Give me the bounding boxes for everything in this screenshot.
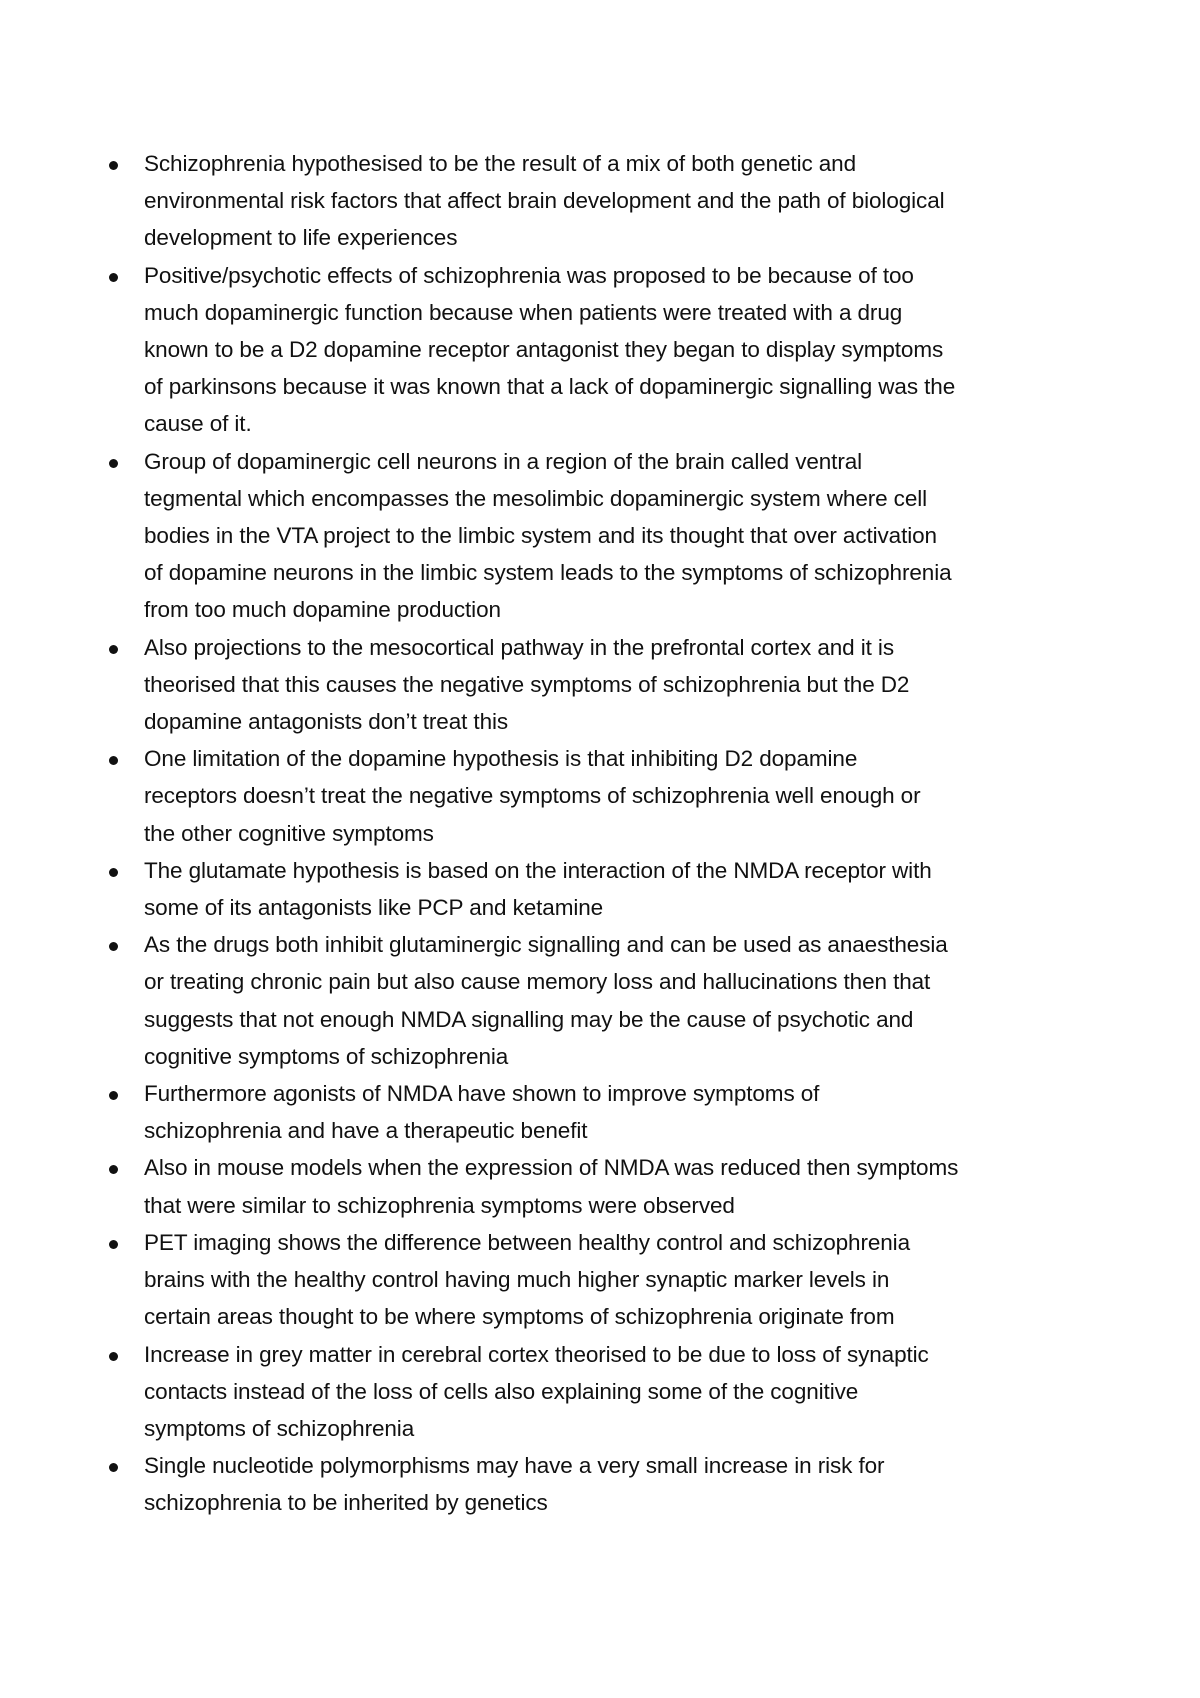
list-item-text: Positive/psychotic effects of schizophrenia was proposed to be because of too much dopaminergic function because when patients were treated with a drug known to be a D2 dopamine receptor antagonist they began to display symptoms of parkinsons because it was known that a lack of dopaminergic signalling was the cause of it. <box>144 262 956 437</box>
list-item <box>100 926 1100 1075</box>
list-item-text: One limitation of the dopamine hypothesis is that inhibiting D2 dopamine receptors doesn’t treat the negative symptoms of schizophrenia well enough or the other cognitive symptoms <box>144 746 921 846</box>
list-item <box>100 1075 1100 1149</box>
list-item-text: Schizophrenia hypothesised to be the result of a mix of both genetic and environmental risk factors that affect brain development and the path of biological development to life experiences <box>144 151 945 251</box>
list-item-text: The glutamate hypothesis is based on the interaction of the NMDA receptor with some of its antagonists like PCP and ketamine <box>144 857 932 921</box>
list-item-text: Single nucleotide polymorphisms may have a very small increase in risk for schizophrenia to be inherited by genetics <box>144 1453 885 1516</box>
list-item <box>100 1149 1100 1223</box>
bullet-icon <box>109 1352 118 1361</box>
bullet-icon <box>109 645 118 654</box>
bullet-icon <box>109 1165 118 1174</box>
list-item <box>100 443 1100 629</box>
list-item <box>100 1447 1100 1521</box>
bullet-icon <box>109 1463 118 1472</box>
list-item-text: Furthermore agonists of NMDA have shown to improve symptoms of schizophrenia and have a therapeutic benefit <box>144 1081 820 1144</box>
bullet-list <box>100 145 1100 1522</box>
bullet-icon <box>109 756 118 765</box>
list-item <box>100 257 1100 443</box>
bullet-icon <box>109 942 118 951</box>
bullet-icon <box>109 459 118 468</box>
list-item-text: Also in mouse models when the expression of NMDA was reduced then symptoms that were similar to schizophrenia symptoms were observed <box>144 1155 959 1218</box>
list-item-text: Increase in grey matter in cerebral cortex theorised to be due to loss of synaptic contacts instead of the loss of cells also explaining some of the cognitive symptoms of schizophrenia <box>144 1341 929 1441</box>
list-item-text: Group of dopaminergic cell neurons in a region of the brain called ventral tegmental which encompasses the mesolimbic dopaminergic system where cell bodies in the VTA project to the limbic system and its thought that over activation of dopamine neurons in the limbic system leads to the symptoms of schizophrenia from too much dopamine production <box>144 448 952 623</box>
bullet-icon <box>109 1240 118 1249</box>
list-item <box>100 852 1100 926</box>
bullet-icon <box>109 161 118 170</box>
bullet-icon <box>109 868 118 877</box>
list-item <box>100 740 1100 852</box>
bullet-icon <box>109 273 118 282</box>
list-item-text: Also projections to the mesocortical pathway in the prefrontal cortex and it is theorised that this causes the negative symptoms of schizophrenia but the D2 dopamine antagonists don’t treat this <box>144 634 910 735</box>
list-item <box>100 145 1100 257</box>
bullet-icon <box>109 1091 118 1100</box>
list-item-text: As the drugs both inhibit glutaminergic signalling and can be used as anaesthesia or treating chronic pain but also cause memory loss and hallucinations then that suggests that not enough NMDA signalling may be the cause of psychotic and cognitive symptoms of schizophrenia <box>144 932 948 1069</box>
list-item-text: PET imaging shows the difference between healthy control and schizophrenia brains with the healthy control having much higher synaptic marker levels in certain areas thought to be where symptoms of schizophrenia originate from <box>144 1229 910 1330</box>
list-item <box>100 1336 1100 1448</box>
list-item <box>100 629 1100 741</box>
list-item <box>100 1224 1100 1336</box>
